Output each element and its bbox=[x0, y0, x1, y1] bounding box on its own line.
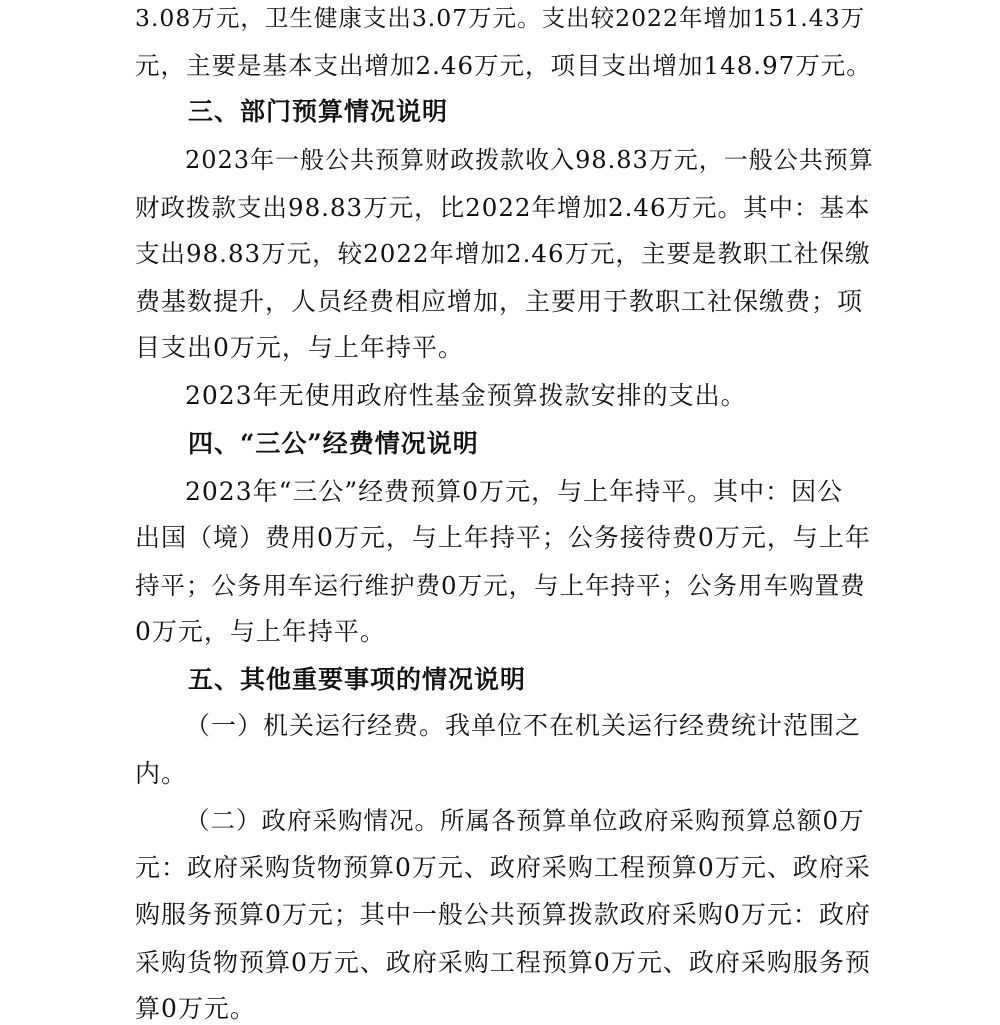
text-line: 元，主要是基本支出增加2.46万元，项目支出增加148.97万元。 bbox=[135, 51, 872, 80]
text-line: 支出98.83万元，较2022年增加2.46万元，主要是教职工社保缴 bbox=[135, 239, 871, 268]
text-line: 目支出0万元，与上年持平。 bbox=[135, 333, 464, 362]
section-heading: 三、部门预算情况说明 bbox=[188, 97, 449, 126]
text-line: 0万元，与上年持平。 bbox=[135, 617, 386, 646]
text-line: 持平；公务用车运行维护费0万元，与上年持平；公务用车购置费 bbox=[135, 571, 866, 600]
text-line: 购服务预算0万元；其中一般公共预算拨款政府采购0万元：政府 bbox=[135, 900, 871, 929]
text-line: 出国（境）费用0万元，与上年持平；公务接待费0万元，与上年 bbox=[135, 523, 871, 552]
section-heading: 五、其他重要事项的情况说明 bbox=[188, 665, 527, 694]
text-line: 2023年无使用政府性基金预算拨款安排的支出。 bbox=[185, 381, 747, 410]
section-heading: 四、“三公”经费情况说明 bbox=[188, 429, 479, 458]
text-line: 元：政府采购货物预算0万元、政府采购工程预算0万元、政府采 bbox=[135, 853, 871, 882]
text-line: 3.08万元，卫生健康支出3.07万元。支出较2022年增加151.43万 bbox=[135, 4, 866, 32]
text-line: 2023年“三公”经费预算0万元，与上年持平。其中：因公 bbox=[185, 477, 844, 506]
text-line: （一）机关运行经费。我单位不在机关运行经费统计范围之 bbox=[185, 711, 862, 740]
text-line: 费基数提升，人员经费相应增加，主要用于教职工社保缴费；项 bbox=[135, 287, 864, 316]
text-line: （二）政府采购情况。所属各预算单位政府采购预算总额0万 bbox=[185, 806, 865, 835]
text-line: 算0万元。 bbox=[135, 994, 256, 1023]
text-line: 财政拨款支出98.83万元，比2022年增加2.46万元。其中：基本 bbox=[135, 193, 871, 222]
text-line: 内。 bbox=[135, 759, 188, 788]
text-line: 2023年一般公共预算财政拨款收入98.83万元，一般公共预算 bbox=[185, 146, 874, 174]
text-line: 采购货物预算0万元、政府采购工程预算0万元、政府采购服务预 bbox=[135, 948, 871, 977]
